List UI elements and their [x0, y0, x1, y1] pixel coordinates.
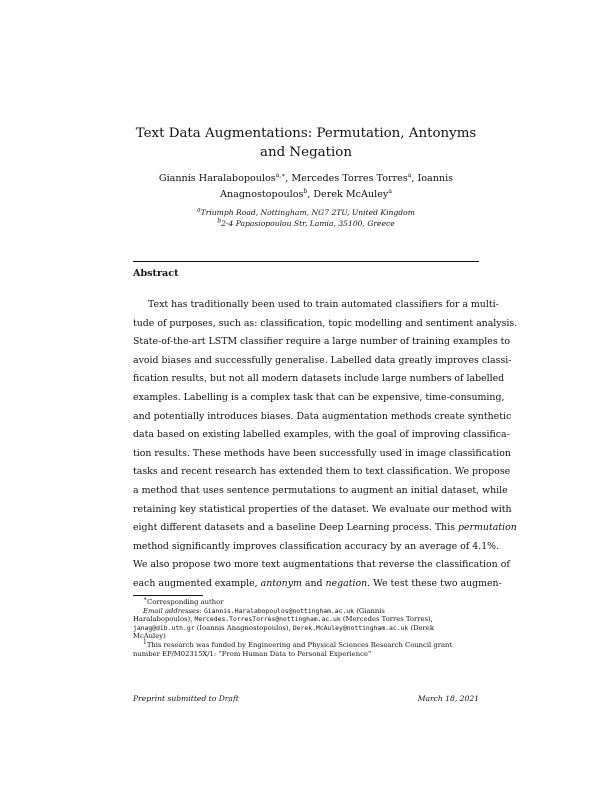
abstract-body — [133, 296, 518, 594]
emph-negation: negation — [325, 577, 368, 589]
abstract-line: State-of-the-art LSTM classifier require a large number of training examples to — [133, 336, 511, 348]
author-affil-mark: a,∗ — [275, 171, 286, 179]
paper-title — [100, 124, 512, 162]
abstract-line — [133, 519, 517, 538]
footnotes — [133, 595, 479, 658]
abstract-top-rule — [133, 261, 479, 262]
author-affil-mark: a — [388, 187, 392, 195]
affiliation-text: Triumph Road, Nottingham, NG7 2TU, United Kingdom — [200, 208, 415, 217]
email-link[interactable]: janag@dib.uth.gr — [133, 623, 195, 632]
footnote-funding — [133, 638, 479, 650]
footnote-corresponding — [133, 595, 479, 607]
abstract-line: examples. Labelling is a complex task that can be expensive, time-consuming, — [133, 391, 505, 403]
footer-date: March 18, 2021 — [417, 694, 479, 703]
email-link[interactable]: Derek.McAuley@nottingham.ac.uk — [292, 623, 409, 632]
abstract-line: data based on existing labelled examples, with the goal of improving classifica- — [133, 429, 510, 441]
footnote-mark: 1 — [143, 638, 147, 646]
abstract-line: fication results, but not all modern datasets include large numbers of labelled — [133, 373, 505, 385]
email-link[interactable]: Mercedes.TorresTorres@nottingham.ac.uk — [194, 615, 341, 624]
abstract-line: method significantly improves classification accuracy by an average of 4.1%. — [133, 540, 500, 552]
author-name: , Derek McAuley — [307, 189, 389, 200]
footnote-emails-cont — [133, 624, 479, 633]
email-link[interactable]: Giannis.Haralabopoulos@nottingham.ac.uk — [203, 606, 355, 615]
affiliation-mark: b — [217, 216, 222, 224]
author-list — [120, 171, 492, 203]
email-owner: (Giannis — [356, 606, 385, 615]
author-name: , Ioannis — [411, 173, 454, 184]
abstract-text: . We test these two augmen- — [367, 577, 502, 589]
footnote-text: Corresponding author — [147, 598, 224, 606]
author-name: Anagnostopoulos — [220, 189, 304, 200]
author-name: Giannis Haralabopoulos — [158, 173, 276, 184]
page-footer — [133, 694, 479, 703]
title-line-2: and Negation — [260, 145, 352, 160]
emph-permutation: permutation — [458, 522, 517, 534]
abstract-heading: Abstract — [133, 268, 179, 279]
affiliation-b — [120, 216, 492, 230]
email-owner: (Derek — [410, 623, 434, 632]
affiliations — [120, 208, 492, 229]
abstract-text: eight different datasets and a baseline Deep Learning process. This — [133, 522, 456, 534]
affiliation-mark: a — [197, 206, 201, 214]
abstract-text: and — [304, 577, 323, 589]
email-owner: McAuley) — [133, 632, 166, 641]
abstract-line: avoid biases and successfully generalise. Labelled data greatly improves classi- — [133, 354, 512, 366]
abstract-line: tasks and recent research has extended them to text classification. We propose — [133, 466, 511, 478]
abstract-line: a method that uses sentence permutations to augment an initial dataset, while — [133, 484, 508, 496]
abstract-line: We also propose two more text augmentations that reverse the classification of — [133, 559, 510, 571]
footnote-emails-cont — [133, 615, 479, 624]
author-affil-mark: a — [407, 171, 412, 179]
abstract-line: and potentially introduces biases. Data augmentation methods create synthetic — [133, 410, 512, 422]
author-line-2 — [120, 187, 492, 203]
affiliation-a — [120, 208, 492, 219]
email-owner: (Mercedes Torres Torres), — [342, 615, 433, 624]
footnote-mark: ∗ — [143, 595, 148, 603]
author-name: , Mercedes Torres Torres — [285, 173, 408, 184]
footnote-funding-cont: number EP/M02315X/1: “From Human Data to Personal Experience” — [133, 649, 372, 658]
abstract-line: tion results. These methods have been successfully used in image classification — [133, 447, 511, 459]
author-affil-mark: b — [303, 187, 308, 195]
email-owner: Haralabopoulos), — [133, 615, 193, 624]
author-line-1 — [120, 171, 492, 187]
email-owner: (Ioannis Anagnostopoulos), — [196, 623, 291, 632]
title-line-1: Text Data Augmentations: Permutation, Antonyms — [135, 126, 477, 141]
footnote-text: This research was funded by Engineering and Physical Sciences Research Council grant — [146, 640, 453, 649]
emph-antonym: antonym — [260, 577, 302, 589]
email-label: Email addresses: — [143, 606, 202, 615]
footnote-emails — [133, 607, 479, 616]
abstract-line — [133, 575, 502, 594]
footer-preprint-note: Preprint submitted to Draft — [133, 694, 239, 703]
abstract-line: Text has traditionally been used to train automated classifiers for a multi- — [148, 299, 499, 310]
footnote-emails-cont — [133, 632, 479, 641]
abstract-line: tude of purposes, such as: classification, topic modelling and sentiment analysis. — [133, 317, 518, 329]
affiliation-text: 2-4 Papasiopoulou Str, Lamia, 35100, Greece — [221, 218, 395, 228]
abstract-text: each augmented example, — [133, 577, 258, 589]
abstract-line: retaining key statistical properties of the dataset. We evaluate our method with — [133, 503, 512, 515]
